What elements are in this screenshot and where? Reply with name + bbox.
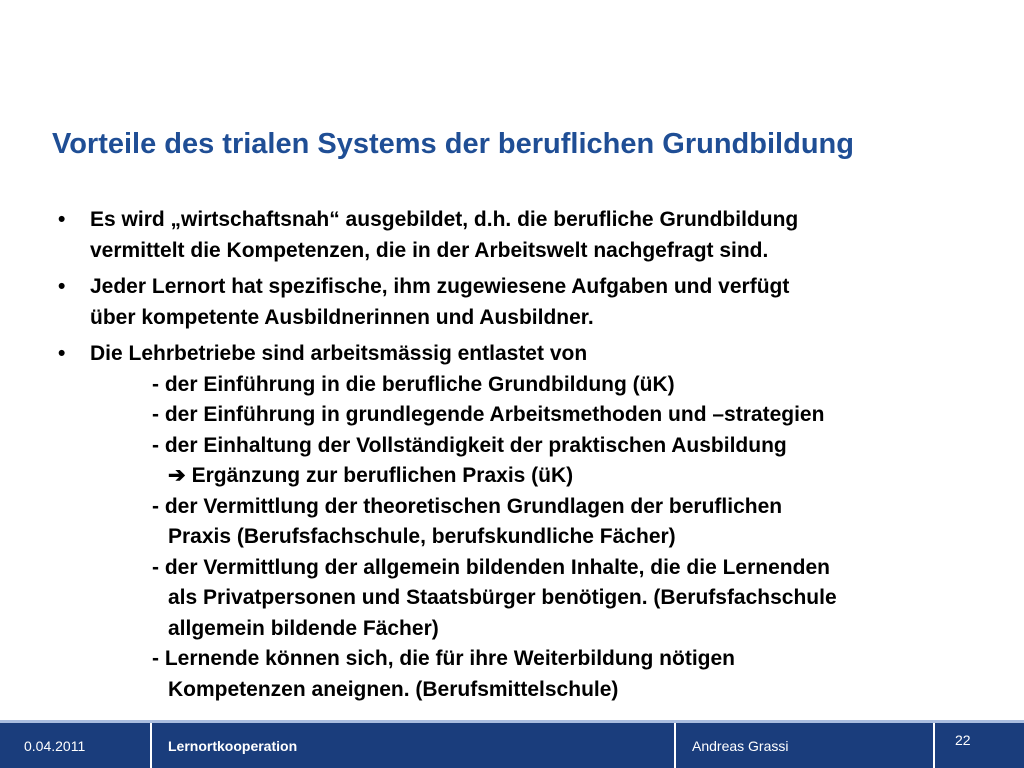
footer-divider [150,723,152,768]
bullet-text-line: vermittelt die Kompetenzen, die in der Arbeitswelt nachgefragt sind. [90,238,769,262]
footer-divider [674,723,676,768]
footer-divider [933,723,935,768]
sub-item-line-continued: als Privatpersonen und Staatsbürger benötigen. (Berufsfachschule [168,586,837,609]
sub-item-line: - Lernende können sich, die für ihre Weiterbildung nötigen [152,647,735,670]
bullet-text-line: über kompetente Ausbildnerinnen und Ausbildner. [90,305,594,329]
bullet-marker: • [58,208,66,231]
sub-item-line: - der Einhaltung der Vollständigkeit der praktischen Ausbildung [152,433,787,457]
bullet-marker: • [58,275,66,298]
bullet-list [52,205,1012,711]
slide-title: Vorteile des trialen Systems der beruflichen Grundbildung [52,128,854,160]
bullet-text-line: Jeder Lernort hat spezifische, ihm zugewiesene Aufgaben und verfügt [90,275,790,298]
page-number: 22 [955,731,971,748]
bullet-item [52,339,1012,705]
sub-item-line-continued: Kompetenzen aneignen. (Berufsmittelschule) [168,677,619,701]
footer-author: Andreas Grassi [692,737,789,754]
bullet-item [52,272,1012,333]
bullet-item [52,205,1012,266]
sub-item-line-continued: allgemein bildende Fächer) [168,616,439,640]
arrow-line [90,461,1012,492]
bullet-marker: • [58,342,66,365]
bullet-text-line: Es wird „wirtschaftsnah“ ausgebildet, d.h. die berufliche Grundbildung [90,208,799,231]
sub-item-line-continued: Praxis (Berufsfachschule, berufskundliche Fächer) [168,525,676,548]
arrow-right-icon: ➔ [168,464,186,487]
footer-title: Lernortkooperation [168,737,298,754]
sub-item-line: - der Einführung in die berufliche Grundbildung (üK) [152,372,675,396]
bullet-text-line: Die Lehrbetriebe sind arbeitsmässig entlastet von [90,342,588,365]
sub-item-line: - der Einführung in grundlegende Arbeitsmethoden und –strategien [152,403,825,426]
sub-item-line: - der Vermittlung der allgemein bildenden Inhalte, die die Lernenden [152,555,830,579]
arrow-line-text: Ergänzung zur beruflichen Praxis (üK) [191,464,574,487]
footer-bar [0,720,1024,768]
sub-item-line: - der Vermittlung der theoretischen Grundlagen der beruflichen [152,494,783,518]
footer-date: 0.04.2011 [24,737,86,754]
